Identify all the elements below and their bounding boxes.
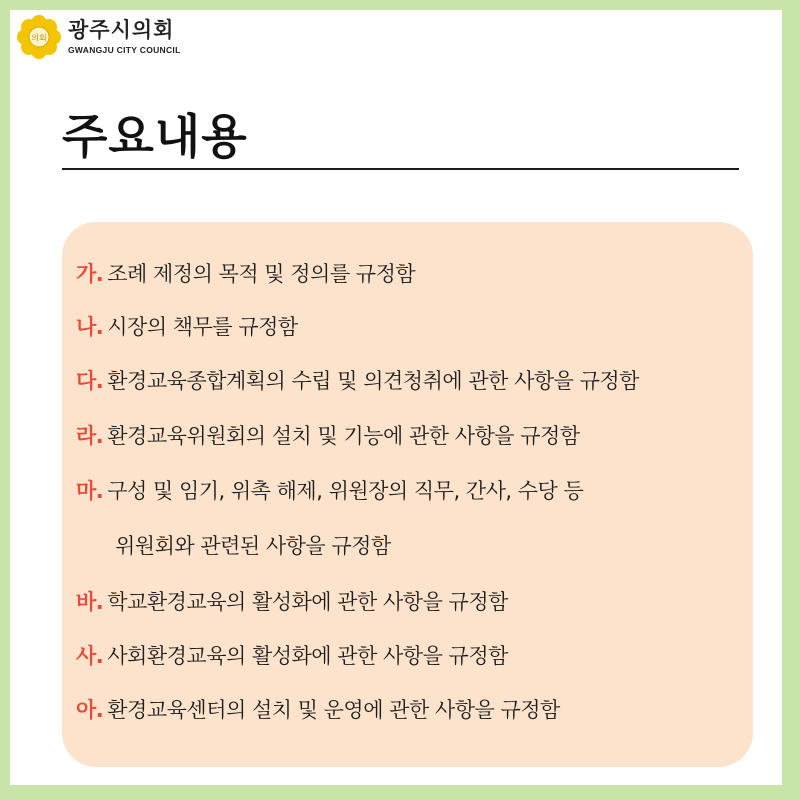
- item-marker: 라.: [76, 424, 104, 448]
- emblem-label: 의회: [31, 33, 47, 43]
- item-text-continuation: 위원회와 관련된 사항을 규정함: [115, 534, 391, 558]
- item-text: 환경교육위원회의 설치 및 기능에 관한 사항을 규정함: [107, 424, 580, 448]
- item-marker: 마.: [76, 479, 104, 503]
- content-card: [10, 10, 782, 785]
- item-marker: 나.: [76, 315, 104, 339]
- item-text: 시장의 책무를 규정함: [107, 315, 298, 339]
- list-item: [76, 420, 580, 450]
- item-marker: 다.: [76, 369, 104, 393]
- logo-text: [68, 17, 181, 55]
- list-item: [76, 258, 415, 288]
- list-item: [76, 311, 298, 341]
- council-logo[interactable]: [16, 14, 181, 60]
- item-text: 환경교육종합계획의 수립 및 의견청취에 관한 사항을 규정함: [107, 369, 639, 393]
- item-marker: 가.: [76, 262, 104, 286]
- list-item: [76, 475, 583, 505]
- list-item: [76, 694, 560, 724]
- org-name-en: GWANGJU CITY COUNCIL: [68, 44, 181, 55]
- page-title: 주요내용: [62, 110, 248, 165]
- item-text: 학교환경교육의 활성화에 관한 사항을 규정함: [107, 590, 508, 614]
- list-item: [76, 365, 639, 395]
- item-marker: 아.: [76, 698, 104, 722]
- org-name-ko: 광주시의회: [68, 17, 175, 42]
- list-item: [76, 640, 508, 670]
- list-item: [76, 586, 508, 616]
- item-marker: 사.: [76, 644, 104, 668]
- council-emblem-icon: [16, 14, 62, 60]
- item-text: 구성 및 임기, 위촉 해제, 위원장의 직무, 간사, 수당 등: [107, 479, 584, 503]
- item-marker: 바.: [76, 590, 104, 614]
- content-panel: [62, 222, 753, 767]
- item-text: 환경교육센터의 설치 및 운영에 관한 사항을 규정함: [107, 698, 560, 722]
- title-divider: [62, 168, 739, 170]
- item-text: 조례 제정의 목적 및 정의를 규정함: [107, 262, 416, 286]
- item-text: 사회환경교육의 활성화에 관한 사항을 규정함: [107, 644, 508, 668]
